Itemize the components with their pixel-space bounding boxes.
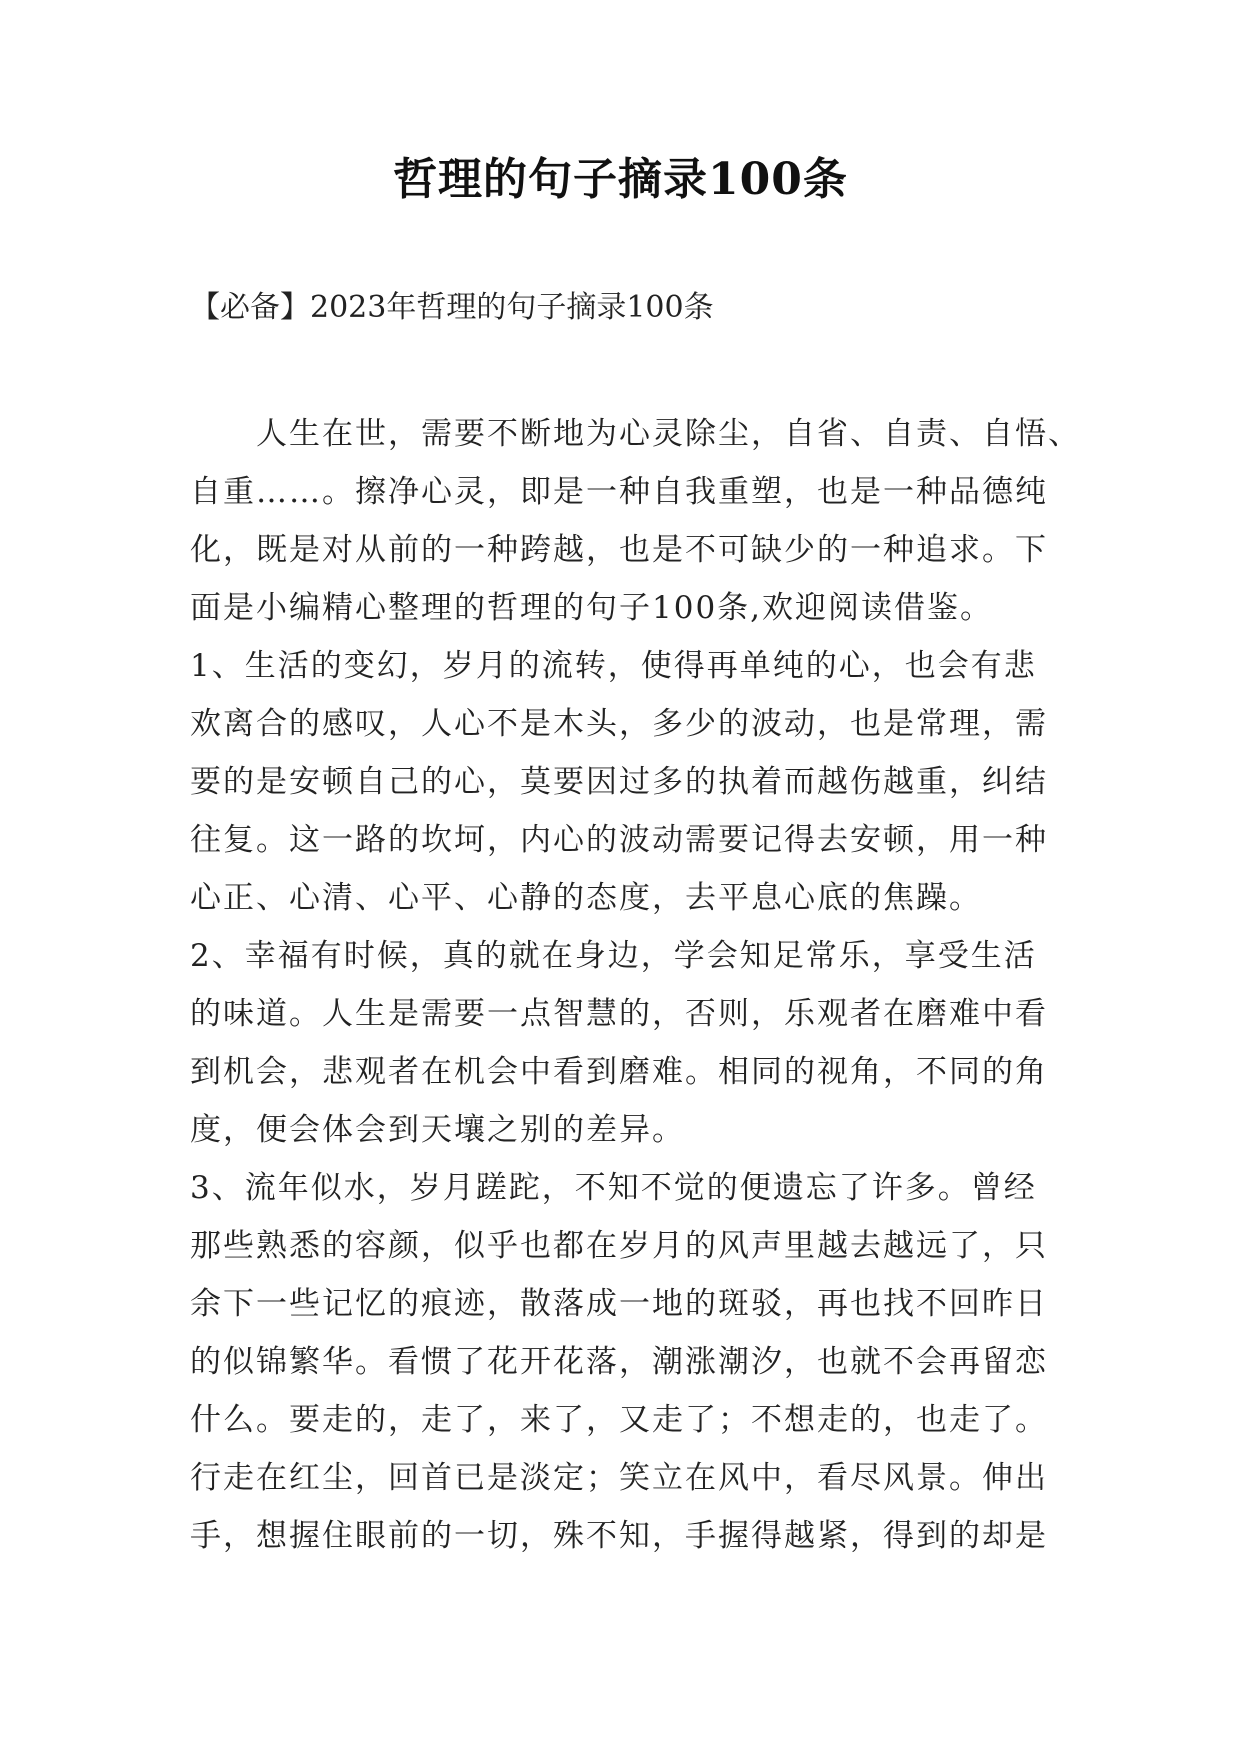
body-line: 面是小编精心整理的哲理的句子100条,欢迎阅读借鉴。 <box>190 590 994 626</box>
body-line: 人生在世，需要不断地为心灵除尘，自省、自责、自悟、 <box>190 416 1081 452</box>
body-line: 什么。要走的，走了，来了，又走了；不想走的，也走了。 <box>190 1402 1048 1438</box>
body-line: 1、生活的变幻，岁月的流转，使得再单纯的心，也会有悲 <box>190 648 1037 684</box>
document-subtitle: 【必备】2023年哲理的句子摘录100条 <box>190 290 714 325</box>
document-title: 哲理的句子摘录100条 <box>393 154 848 205</box>
body-line: 那些熟悉的容颜，似乎也都在岁月的风声里越去越远了，只 <box>190 1228 1048 1264</box>
body-line: 余下一些记忆的痕迹，散落成一地的斑驳，再也找不回昨日 <box>190 1286 1048 1322</box>
body-line: 手，想握住眼前的一切，殊不知，手握得越紧，得到的却是 <box>190 1518 1048 1554</box>
body-line: 往复。这一路的坎坷，内心的波动需要记得去安顿，用一种 <box>190 822 1048 858</box>
body-line: 要的是安顿自己的心，莫要因过多的执着而越伤越重，纠结 <box>190 764 1048 800</box>
body-line: 的味道。人生是需要一点智慧的，否则，乐观者在磨难中看 <box>190 996 1048 1032</box>
body-line: 化，既是对从前的一种跨越，也是不可缺少的一种追求。下 <box>190 532 1048 568</box>
body-line: 自重……。擦净心灵，即是一种自我重塑，也是一种品德纯 <box>190 474 1048 510</box>
body-line: 心正、心清、心平、心静的态度，去平息心底的焦躁。 <box>190 880 982 916</box>
body-line: 度，便会体会到天壤之别的差异。 <box>190 1112 685 1148</box>
body-line: 3、流年似水，岁月蹉跎，不知不觉的便遗忘了许多。曾经 <box>190 1170 1037 1206</box>
body-line: 行走在红尘，回首已是淡定；笑立在风中，看尽风景。伸出 <box>190 1460 1048 1496</box>
body-line: 到机会，悲观者在机会中看到磨难。相同的视角，不同的角 <box>190 1054 1048 1090</box>
body-line: 欢离合的感叹，人心不是木头，多少的波动，也是常理，需 <box>190 706 1048 742</box>
body-line: 的似锦繁华。看惯了花开花落，潮涨潮汐，也就不会再留恋 <box>190 1344 1048 1380</box>
body-line: 2、幸福有时候，真的就在身边，学会知足常乐，享受生活 <box>190 938 1037 974</box>
